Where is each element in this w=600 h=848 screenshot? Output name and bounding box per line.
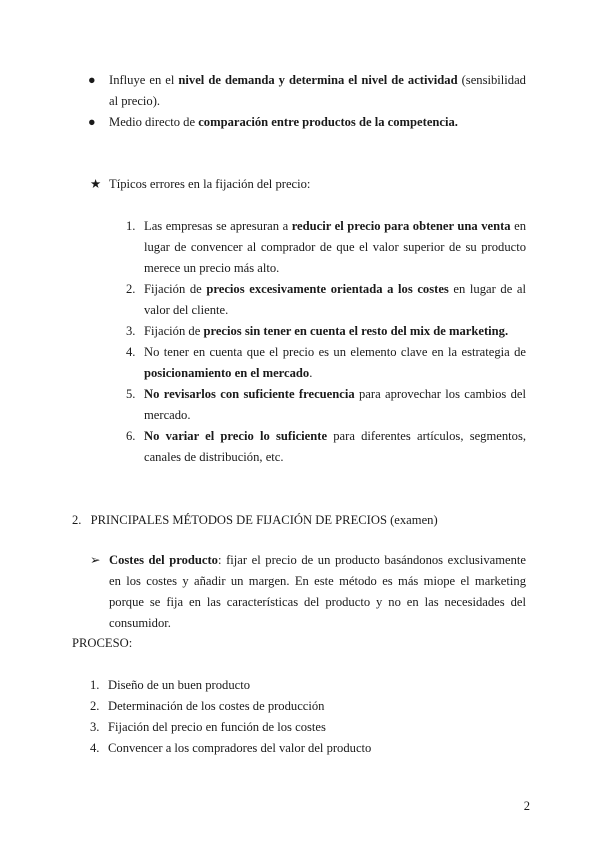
section-title: PRINCIPALES MÉTODOS DE FIJACIÓN DE PRECIOS (examen) (90, 513, 438, 527)
list-text: Convencer a los compradores del valor del producto (108, 741, 372, 755)
list-number: 3. (90, 720, 100, 734)
list-item (126, 279, 526, 321)
errors-heading-text: Típicos errores en la fijación del precio: (109, 177, 311, 191)
page-number: 2 (523, 799, 530, 813)
bullet-text: Medio directo de comparación entre productos de la competencia. (109, 115, 458, 129)
arrow-bullet-item (90, 550, 526, 634)
list-item (126, 216, 526, 279)
list-number: 4. (90, 741, 100, 755)
list-text: No variar el precio lo suficiente para diferentes artículos, segmentos, canales de distribución, etc. (144, 429, 527, 464)
list-text: Determinación de los costes de producción (108, 699, 325, 713)
bullet-item (88, 112, 526, 133)
errors-heading (90, 174, 520, 195)
list-item (90, 717, 510, 738)
list-item (126, 342, 526, 384)
section-number: 2. (72, 513, 82, 527)
list-number: 6. (126, 429, 136, 443)
list-item (90, 675, 510, 696)
list-text: Fijación de precios excesivamente orientada a los costes en lugar de al valor del cliente. (144, 282, 526, 317)
bullet-item (88, 70, 526, 112)
list-item (126, 321, 526, 342)
list-text: Diseño de un buen producto (108, 678, 250, 692)
list-text: No tener en cuenta que el precio es un elemento clave en la estrategia de posicionamiento en el mercado. (144, 345, 526, 380)
list-number: 1. (90, 678, 100, 692)
list-item (126, 384, 526, 426)
list-number: 3. (126, 324, 136, 338)
list-number: 5. (126, 387, 136, 401)
arrow-bullet-text: Costes del producto: fijar el precio de un producto basándonos exclusivamente en los costes y añadir un margen. En este método es más miope el marketing porque se fija en las características del producto y no en las necesidades del consumidor. (109, 553, 526, 630)
list-text: Fijación de precios sin tener en cuenta el resto del mix de marketing. (144, 324, 509, 338)
arrow-icon: ➢ (90, 553, 101, 567)
list-text: Las empresas se apresuran a reducir el precio para obtener una venta en lugar de convencer al comprador de que el valor superior de su producto merece un precio más alto. (144, 219, 526, 275)
list-text: No revisarlos con suficiente frecuencia para aprovechar los cambios del mercado. (144, 387, 526, 422)
section-heading (72, 510, 532, 531)
list-number: 2. (126, 282, 136, 296)
list-number: 4. (126, 345, 136, 359)
list-item (126, 426, 526, 468)
star-icon: ★ (90, 177, 102, 191)
list-item (90, 696, 510, 717)
proceso-heading: PROCESO: (72, 636, 133, 650)
bullet-text: Influye en el nivel de demanda y determina el nivel de actividad (sensibilidad al precio). (109, 73, 526, 108)
list-item (90, 738, 510, 759)
bullet-marker: ● (88, 115, 96, 129)
list-text: Fijación del precio en función de los costes (108, 720, 326, 734)
list-number: 1. (126, 219, 136, 233)
bullet-marker: ● (88, 73, 96, 87)
list-number: 2. (90, 699, 100, 713)
